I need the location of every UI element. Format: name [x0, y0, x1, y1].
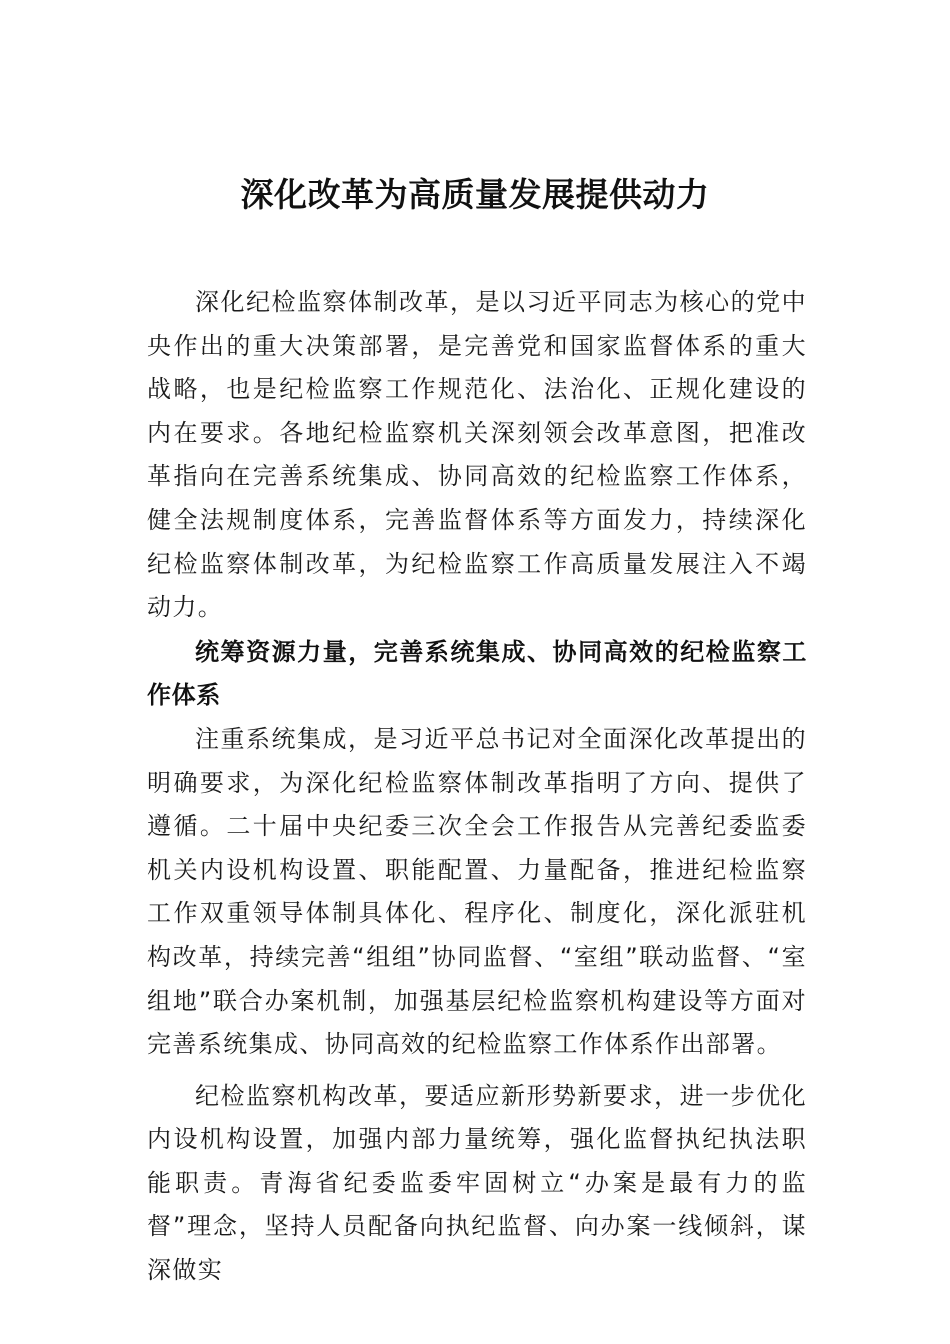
- document-body: [147, 281, 807, 1293]
- paragraph-intro: 深化纪检监察体制改革，是以习近平同志为核心的党中央作出的重大决策部署，是完善党和国家监督体系的重大战略，也是纪检监察工作规范化、法治化、正规化建设的内在要求。各地纪检监察机关深刻领会改革意图，把准改革指向在完善系统集成、协同高效的纪检监察工作体系，健全法规制度体系，完善监督体系等方面发力，持续深化纪检监察体制改革，为纪检监察工作高质量发展注入不竭动力。: [147, 288, 807, 622]
- document-title: 深化改革为高质量发展提供动力: [240, 175, 710, 214]
- section-heading: 统筹资源力量，完善系统集成、协同高效的纪检监察工作体系: [147, 637, 807, 710]
- paragraph-system-integration: 注重系统集成，是习近平总书记对全面深化改革提出的明确要求，为深化纪检监察体制改革指明了方向、提供了遵循。二十届中央纪委三次全会工作报告从完善纪委监委机关内设机构设置、职能配置、力量配备，推进纪检监察工作双重领导体制具体化、程序化、制度化，深化派驻机构改革，持续完善“组组”协同监督、“室组”联动监督、“室组地”联合办案机制，加强基层纪检监察机构建设等方面对完善系统集成、协同高效的纪检监察工作体系作出部署。: [147, 724, 807, 1059]
- paragraph-institutional-reform: 纪检监察机构改革，要适应新形势新要求，进一步优化内设机构设置，加强内部力量统筹，强化监督执纪执法职能职责。青海省纪委监委牢固树立“办案是最有力的监督”理念，坚持人员配备向执纪监督、向办案一线倾斜，谋深做实: [147, 1081, 807, 1285]
